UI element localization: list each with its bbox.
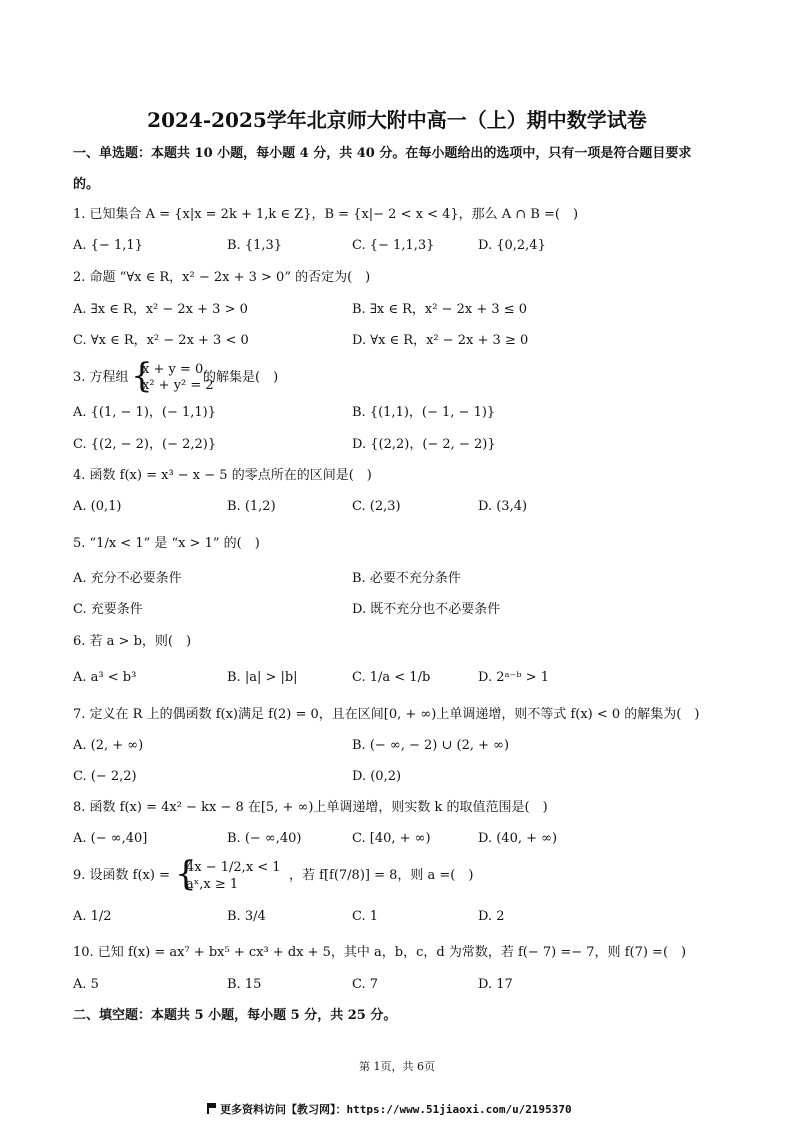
section2-heading: 二、填空题：本题共 5 小题，每小题 5 分，共 25 分。 xyxy=(73,1008,397,1023)
question-3-option-c: C. {(2, − 2)，(− 2,2)} xyxy=(73,437,217,452)
question-1-stem: 1. 已知集合 A = {x|x = 2k + 1,k ∈ Z}，B = {x|− 2 < x < 4}，那么 A ∩ B =( ) xyxy=(73,207,579,222)
page-footer: 第 1页，共 6页 xyxy=(359,1060,435,1073)
question-3-option-b: B. {(1,1)，(− 1, − 1)} xyxy=(352,405,496,420)
system-brace-icon: { xyxy=(131,356,153,396)
piecewise-brace-icon: { xyxy=(175,854,197,894)
question-3-stem-prefix: 3. 方程组 xyxy=(73,370,129,385)
question-3-system-bottom: x² + y² = 2 xyxy=(142,378,214,393)
question-2-option-a: A. ∃x ∈ R，x² − 2x + 3 > 0 xyxy=(73,302,248,317)
resource-link[interactable] xyxy=(206,1101,572,1117)
question-10-option-a: A. 5 xyxy=(73,977,99,992)
question-4-stem: 4. 函数 f(x) = x³ − x − 5 的零点所在的区间是( ) xyxy=(73,468,372,483)
question-1-option-d: D. {0,2,4} xyxy=(478,238,546,253)
question-7-option-b: B. (− ∞, − 2) ∪ (2, + ∞) xyxy=(352,738,510,753)
question-5-option-a: A. 充分不必要条件 xyxy=(73,571,182,586)
question-9-stem-prefix: 9. 设函数 f(x) = xyxy=(73,868,170,883)
question-5-option-d: D. 既不充分也不必要条件 xyxy=(352,602,501,617)
section1-heading-cont: 的。 xyxy=(73,177,100,192)
question-9-piece-top: 4x − 1/2,x < 1 xyxy=(186,860,281,875)
question-8-option-b: B. (− ∞,40) xyxy=(227,831,302,846)
question-6-option-c: C. 1/a < 1/b xyxy=(352,670,431,685)
question-9-option-c: C. 1 xyxy=(352,909,379,924)
question-7-stem: 7. 定义在 R 上的偶函数 f(x)满足 f(2) = 0，且在区间[0, + ∞)上单调递增，则不等式 f(x) < 0 的解集为( ) xyxy=(73,707,700,722)
question-4-option-a: A. (0,1) xyxy=(73,499,122,514)
question-5-stem: 5. “1/x < 1” 是 “x > 1” 的( ) xyxy=(73,536,260,551)
resource-link-text[interactable]: 更多资料访问【教习网】：https://www.51jiaoxi.com/u/2195370 xyxy=(220,1103,572,1116)
question-10-option-b: B. 15 xyxy=(227,977,262,992)
question-4-option-d: D. (3,4) xyxy=(478,499,528,514)
question-8-option-a: A. (− ∞,40] xyxy=(73,831,148,846)
question-10-option-c: C. 7 xyxy=(352,977,379,992)
question-6-option-a: A. a³ < b³ xyxy=(73,670,137,685)
question-2-stem: 2. 命题 “∀x ∈ R，x² − 2x + 3 > 0” 的否定为( ) xyxy=(73,270,371,285)
question-6-option-d: D. 2ᵃ⁻ᵇ > 1 xyxy=(478,670,549,685)
question-4-option-b: B. (1,2) xyxy=(227,499,276,514)
question-7-option-d: D. (0,2) xyxy=(352,769,402,784)
question-1-option-b: B. {1,3} xyxy=(227,238,283,253)
question-8-option-c: C. [40, + ∞) xyxy=(352,831,431,846)
question-7-option-c: C. (− 2,2) xyxy=(73,769,137,784)
question-5-option-c: C. 充要条件 xyxy=(73,602,143,617)
question-9-option-b: B. 3/4 xyxy=(227,909,266,924)
question-10-option-d: D. 17 xyxy=(478,977,513,992)
question-3-stem-suffix: 的解集是( ) xyxy=(203,370,279,385)
question-1-option-c: C. {− 1,1,3} xyxy=(352,238,435,253)
question-10-stem: 10. 已知 f(x) = ax⁷ + bx⁵ + cx³ + dx + 5，其中 a，b，c，d 为常数，若 f(− 7) =− 7，则 f(7) =( ) xyxy=(73,945,687,960)
question-7-option-a: A. (2, + ∞) xyxy=(73,738,144,753)
question-1-option-a: A. {− 1,1} xyxy=(73,238,143,253)
question-3-option-a: A. {(1, − 1)，(− 1,1)} xyxy=(73,405,217,420)
question-6-stem: 6. 若 a > b，则( ) xyxy=(73,634,192,649)
question-8-option-d: D. (40, + ∞) xyxy=(478,831,558,846)
question-2-option-c: C. ∀x ∈ R，x² − 2x + 3 < 0 xyxy=(73,333,249,348)
question-5-option-b: B. 必要不充分条件 xyxy=(352,571,461,586)
question-3-option-d: D. {(2,2)，(− 2, − 2)} xyxy=(352,437,496,452)
question-3-system-top: x + y = 0, xyxy=(142,362,208,377)
question-6-option-b: B. |a| > |b| xyxy=(227,670,298,685)
section1-heading: 一、单选题：本题共 10 小题，每小题 4 分，共 40 分。在每小题给出的选项中，只有一项是符合题目要求 xyxy=(73,146,692,161)
question-2-option-b: B. ∃x ∈ R，x² − 2x + 3 ≤ 0 xyxy=(352,302,528,317)
flag-icon xyxy=(206,1103,216,1114)
question-9-piece-bottom: aˣ,x ≥ 1 xyxy=(186,877,239,892)
question-9-option-d: D. 2 xyxy=(478,909,505,924)
question-2-option-d: D. ∀x ∈ R，x² − 2x + 3 ≥ 0 xyxy=(352,333,529,348)
question-9-option-a: A. 1/2 xyxy=(73,909,112,924)
question-8-stem: 8. 函数 f(x) = 4x² − kx − 8 在[5, + ∞)上单调递增，则实数 k 的取值范围是( ) xyxy=(73,800,548,815)
page-title: 2024-2025学年北京师大附中高一（上）期中数学试卷 xyxy=(147,108,647,132)
question-9-stem-suffix: ，若 f[f(7/8)] = 8，则 a =( ) xyxy=(289,868,474,883)
question-4-option-c: C. (2,3) xyxy=(352,499,401,514)
